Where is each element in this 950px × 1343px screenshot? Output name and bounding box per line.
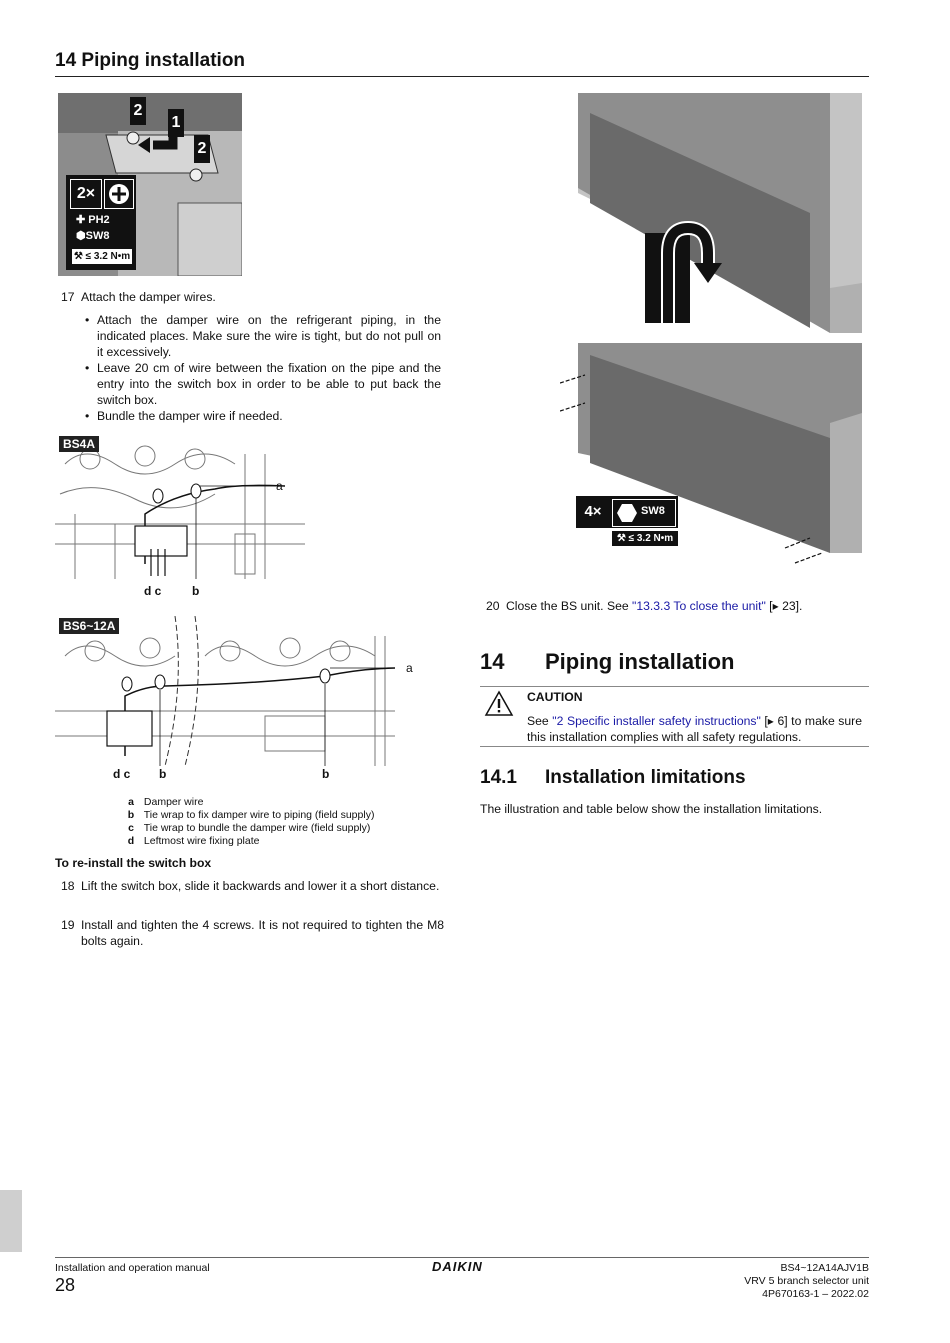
list-item: • Attach the damper wire on the refrigerant piping, in the indicated places. Make sure the wire is tight, but do not pull on it excessively. — [83, 312, 441, 360]
caution-divider — [480, 746, 869, 747]
section-divider — [480, 686, 869, 687]
arrow-step-2-icon: 2 — [130, 97, 146, 125]
arrow-step-1-icon: 1 — [168, 109, 184, 137]
socket-spec: ⬢SW8 — [76, 230, 110, 242]
list-item: • Leave 20 cm of wire between the fixation on the pipe and the entry into the switch box in order to be able to put back the switch box. — [83, 360, 441, 408]
list-item: • Bundle the damper wire if needed. — [83, 408, 441, 424]
section-number: 14 — [480, 649, 505, 674]
page-number: 28 — [55, 1275, 76, 1295]
callout-label: b — [322, 767, 330, 781]
page-title: 14 Piping installation — [55, 50, 246, 71]
legend-item: d Leftmost wire fixing plate — [127, 835, 260, 847]
section-title: Piping installation — [545, 649, 735, 674]
torque-spec: ⚒ ≤ 3.2 N•m — [612, 531, 678, 546]
bs6-12a-piping-illustration — [55, 616, 395, 766]
arrow-step-2b-icon: 2 — [194, 135, 210, 163]
screw-count: 2× — [70, 179, 102, 209]
tool-badge — [66, 175, 136, 270]
subsection-number: 14.1 — [480, 767, 517, 788]
callout-label: d c — [144, 584, 162, 598]
warning-triangle-icon — [484, 690, 514, 718]
caution-label: CAUTION — [527, 690, 583, 704]
step-19: 19 Install and tighten the 4 screws. It is not required to tighten the M8 bolts again. — [61, 918, 444, 948]
page-header — [55, 50, 869, 72]
footer-divider — [55, 1257, 869, 1258]
header-divider — [55, 76, 869, 77]
figure-close-bs-unit — [560, 93, 865, 573]
screw-count: 4× — [584, 503, 602, 520]
caution-text: See "2 Specific installer safety instructions" [▸ 6] to make sure this installation complies with all safety regulations. — [527, 714, 862, 744]
callout-label: b — [159, 767, 167, 781]
model-tag: BS6~12A — [59, 618, 119, 634]
subsection-text: The illustration and table below show the installation limitations. — [480, 802, 823, 816]
step-text: Attach the damper wires. — [81, 290, 216, 304]
callout-label: a — [406, 661, 413, 675]
subsection-title: Installation limitations — [545, 767, 746, 788]
chapter-tab — [0, 1190, 22, 1252]
callout-label: d c — [113, 767, 131, 781]
footer-manual: Installation and operation manual — [55, 1262, 210, 1274]
bs4a-piping-illustration — [55, 434, 305, 579]
model-tag: BS4A — [59, 436, 99, 452]
phillips-screw-icon — [104, 179, 134, 209]
footer-meta: BS4~12A14AJV1B VRV 5 branch selector unit 4P670163-1 – 2022.02 — [744, 1262, 869, 1300]
step-17 — [61, 289, 446, 309]
link-safety-instructions[interactable]: "2 Specific installer safety instructions" — [552, 714, 761, 728]
figure-legend — [121, 796, 431, 848]
brand-logo: DAIKIN — [432, 1259, 483, 1274]
figure-bs6-12a-wiring — [55, 616, 425, 786]
step-17-bullets — [83, 312, 441, 424]
hex-socket-icon — [617, 503, 637, 523]
step-18: 18 Lift the switch box, slide it backwards and lower it a short distance. — [61, 879, 440, 893]
figure-bs4a-wiring — [55, 434, 305, 599]
figure-switch-box-screws — [58, 93, 242, 276]
legend-item: c Tie wrap to bundle the damper wire (field supply) — [128, 822, 371, 834]
driver-spec: ✚ PH2 — [76, 214, 110, 226]
step-number: 17 — [61, 290, 75, 304]
legend-item: b Tie wrap to fix damper wire to piping (field supply) — [127, 809, 375, 821]
step-20: 20 Close the BS unit. See "13.3.3 To close the unit" [▸ 23]. — [486, 599, 803, 613]
socket-spec: SW8 — [612, 499, 676, 527]
tool-badge — [576, 496, 678, 528]
subheading-reinstall: To re-install the switch box — [55, 856, 212, 870]
legend-item: a Damper wire — [128, 796, 204, 808]
callout-label: a — [276, 479, 283, 493]
torque-spec: ⚒ ≤ 3.2 N•m — [73, 251, 131, 262]
callout-label: b — [192, 584, 200, 598]
link-close-unit[interactable]: "13.3.3 To close the unit" — [632, 599, 766, 613]
